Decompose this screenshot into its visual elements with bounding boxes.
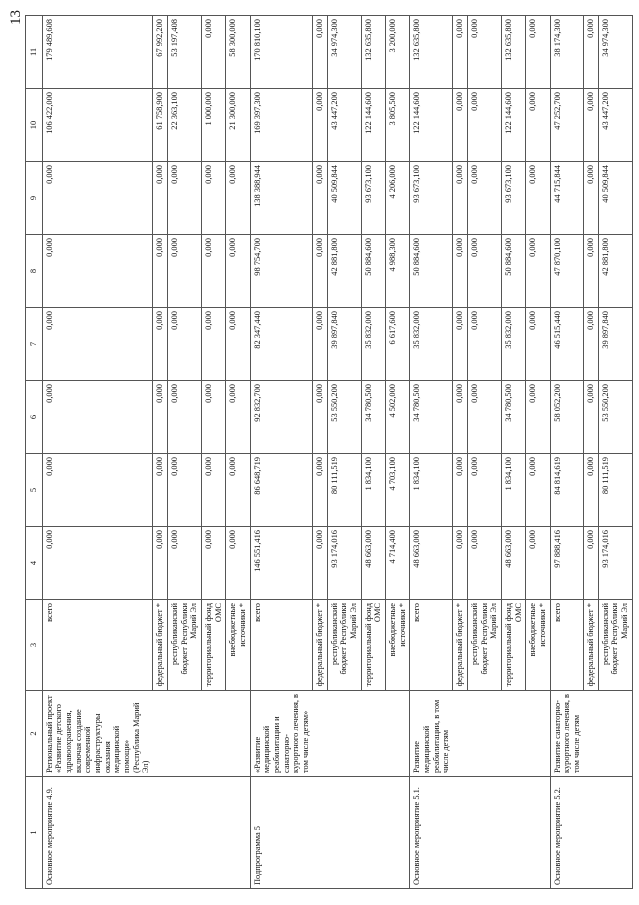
amount-cell: 40 509,844 [598,162,632,235]
funding-source: территориальный фонд ОМС [202,600,226,691]
amount-cell: 61 758,900 [153,89,168,162]
amount-cell: 58 300,000 [226,16,250,89]
amount-cell: 0,000 [468,308,502,381]
amount-cell: 0,000 [42,381,153,454]
amount-cell: 0,000 [453,89,468,162]
amount-cell: 0,000 [526,527,550,600]
amount-cell: 21 300,000 [226,89,250,162]
amount-cell: 0,000 [584,381,599,454]
amount-cell: 0,000 [468,16,502,89]
amount-cell: 0,000 [468,162,502,235]
amount-cell: 0,000 [453,381,468,454]
table-row [410,16,453,889]
amount-cell: 0,000 [584,89,599,162]
funding-source: внебюджетные источники * [526,600,550,691]
amount-cell: 0,000 [153,308,168,381]
amount-cell: 0,000 [526,16,550,89]
amount-cell: 169 397,300 [250,89,312,162]
amount-cell: 0,000 [313,162,328,235]
amount-cell: 93 174,016 [598,527,632,600]
amount-cell: 98 754,700 [250,235,312,308]
amount-cell: 53 550,200 [327,381,361,454]
amount-cell: 0,000 [468,381,502,454]
amount-cell: 0,000 [453,162,468,235]
header-row [26,16,43,889]
amount-cell: 0,000 [202,454,226,527]
amount-cell: 93 174,016 [327,527,361,600]
amount-cell: 0,000 [202,308,226,381]
column-header: 3 [26,600,43,691]
amount-cell: 0,000 [168,308,202,381]
amount-cell: 47 252,700 [550,89,583,162]
funding-source: республиканский бюджет Республики Марий Эл [468,600,502,691]
table-row [361,16,385,889]
amount-cell: 34 780,500 [410,381,453,454]
activity-code: Основное мероприятие 5.2. [550,777,583,889]
amount-cell: 122 144,600 [361,89,385,162]
amount-cell: 0,000 [313,527,328,600]
amount-cell: 48 663,000 [361,527,385,600]
amount-cell: 80 111,519 [327,454,361,527]
activity-code [526,777,550,889]
funding-source: федеральный бюджет * [584,600,599,691]
funding-source: республиканский бюджет Республики Марий Эл [327,600,361,691]
amount-cell: 0,000 [313,454,328,527]
amount-cell: 0,000 [226,308,250,381]
activity-title: Развитие санаторно-курортного лечения, в том числе детям [550,691,583,777]
amount-cell: 0,000 [168,235,202,308]
amount-cell: 40 509,844 [327,162,361,235]
amount-cell: 0,000 [168,381,202,454]
amount-cell: 106 422,000 [42,89,153,162]
amount-cell: 4 714,400 [386,527,410,600]
amount-cell: 0,000 [526,308,550,381]
amount-cell: 0,000 [584,527,599,600]
activity-code [226,777,250,889]
activity-title [584,691,599,777]
activity-title [226,691,250,777]
amount-cell: 92 832,700 [250,381,312,454]
table-row [327,16,361,889]
column-header: 5 [26,454,43,527]
amount-cell: 1 834,100 [502,454,526,527]
amount-cell: 47 870,100 [550,235,583,308]
amount-cell: 0,000 [153,527,168,600]
amount-cell: 0,000 [584,16,599,89]
amount-cell: 93 673,100 [502,162,526,235]
amount-cell: 0,000 [453,454,468,527]
amount-cell: 0,000 [42,527,153,600]
page-number: 13 [8,10,24,25]
amount-cell: 42 881,800 [327,235,361,308]
amount-cell: 35 832,000 [361,308,385,381]
column-header: 4 [26,527,43,600]
activity-title [598,691,632,777]
column-header: 7 [26,308,43,381]
amount-cell: 0,000 [202,235,226,308]
funding-source: территориальный фонд ОМС [361,600,385,691]
funding-source: федеральный бюджет * [153,600,168,691]
amount-cell: 0,000 [584,308,599,381]
table-row [153,16,168,889]
table-row [502,16,526,889]
amount-cell: 0,000 [168,162,202,235]
amount-cell: 48 663,000 [410,527,453,600]
column-header: 2 [26,691,43,777]
amount-cell: 0,000 [42,235,153,308]
amount-cell: 46 515,440 [550,308,583,381]
column-header: 6 [26,381,43,454]
amount-cell: 0,000 [168,454,202,527]
funding-source: всего [250,600,312,691]
activity-code [202,777,226,889]
amount-cell: 0,000 [226,162,250,235]
activity-title [313,691,328,777]
table-row [386,16,410,889]
amount-cell: 53 550,200 [598,381,632,454]
activity-title [202,691,226,777]
amount-cell: 0,000 [202,162,226,235]
amount-cell: 0,000 [202,527,226,600]
activity-code [502,777,526,889]
amount-cell: 0,000 [584,454,599,527]
amount-cell: 58 052,200 [550,381,583,454]
amount-cell: 44 715,844 [550,162,583,235]
activity-code: Основное мероприятие 5.1. [410,777,453,889]
column-header: 8 [26,235,43,308]
amount-cell: 43 447,200 [327,89,361,162]
activity-code [584,777,599,889]
column-header: 11 [26,16,43,89]
activity-code [361,777,385,889]
activity-title: Региональный проект «Развитие детского здравоохранения, включая создание современной инфраструктуры оказания медицинской помощи» (Республика Марий Эл) [42,691,153,777]
funding-source: территориальный фонд ОМС [502,600,526,691]
activity-title [386,691,410,777]
amount-cell: 42 881,800 [598,235,632,308]
amount-cell: 34 974,300 [327,16,361,89]
amount-cell: 35 832,000 [410,308,453,381]
amount-cell: 0,000 [42,454,153,527]
amount-cell: 0,000 [226,381,250,454]
amount-cell: 0,000 [468,527,502,600]
amount-cell: 4 703,100 [386,454,410,527]
activity-title [526,691,550,777]
amount-cell: 179 489,608 [42,16,153,89]
amount-cell: 0,000 [313,89,328,162]
funding-source: внебюджетные источники * [226,600,250,691]
funding-source: республиканский бюджет Республики Марий Эл [598,600,632,691]
amount-cell: 0,000 [168,527,202,600]
amount-cell: 0,000 [42,308,153,381]
table-row [226,16,250,889]
amount-cell: 0,000 [453,308,468,381]
amount-cell: 0,000 [453,235,468,308]
amount-cell: 82 347,440 [250,308,312,381]
amount-cell: 0,000 [202,381,226,454]
funding-source: всего [42,600,153,691]
table-row [550,16,583,889]
amount-cell: 0,000 [313,381,328,454]
amount-cell: 0,000 [42,162,153,235]
activity-code [453,777,468,889]
amount-cell: 93 673,100 [361,162,385,235]
amount-cell: 86 648,719 [250,454,312,527]
amount-cell: 132 635,800 [502,16,526,89]
funding-source: федеральный бюджет * [453,600,468,691]
table-row [598,16,632,889]
funding-source: республиканский бюджет Республики Марий Эл [168,600,202,691]
amount-cell: 122 144,600 [502,89,526,162]
amount-cell: 122 144,600 [410,89,453,162]
amount-cell: 0,000 [313,16,328,89]
activity-title [153,691,168,777]
column-header: 10 [26,89,43,162]
activity-title: Развитие медицинской реабилитации, в том числе детям [410,691,453,777]
amount-cell: 84 814,619 [550,454,583,527]
activity-title [502,691,526,777]
amount-cell: 0,000 [153,454,168,527]
table-row [250,16,312,889]
amount-cell: 0,000 [468,89,502,162]
amount-cell: 4 988,300 [386,235,410,308]
activity-title [453,691,468,777]
column-header: 9 [26,162,43,235]
amount-cell: 0,000 [153,235,168,308]
activity-code: Подпрограмма 5 [250,777,312,889]
amount-cell: 3 805,500 [386,89,410,162]
amount-cell: 0,000 [584,235,599,308]
activity-code [327,777,361,889]
activity-code [468,777,502,889]
amount-cell: 0,000 [526,454,550,527]
amount-cell: 3 200,000 [386,16,410,89]
amount-cell: 0,000 [453,16,468,89]
table-row [42,16,153,889]
amount-cell: 50 884,600 [410,235,453,308]
amount-cell: 34 780,500 [502,381,526,454]
amount-cell: 138 388,944 [250,162,312,235]
activity-title [168,691,202,777]
amount-cell: 0,000 [468,454,502,527]
amount-cell: 1 834,100 [410,454,453,527]
amount-cell: 35 832,000 [502,308,526,381]
amount-cell: 80 111,519 [598,454,632,527]
activity-code [168,777,202,889]
activity-code [153,777,168,889]
amount-cell: 0,000 [453,527,468,600]
funding-source: всего [550,600,583,691]
table-row [313,16,328,889]
activity-code: Основное мероприятие 4.9. [42,777,153,889]
budget-table [25,15,633,889]
amount-cell: 6 617,600 [386,308,410,381]
funding-source: внебюджетные источники * [386,600,410,691]
amount-cell: 53 197,408 [168,16,202,89]
amount-cell: 0,000 [226,454,250,527]
table-row [453,16,468,889]
amount-cell: 0,000 [313,308,328,381]
activity-code [386,777,410,889]
amount-cell: 0,000 [526,235,550,308]
activity-title: «Развитие медицинской реабилитации и санаторно-курортного лечения, в том числе детям» [250,691,312,777]
amount-cell: 0,000 [153,381,168,454]
amount-cell: 0,000 [526,89,550,162]
amount-cell: 43 447,200 [598,89,632,162]
amount-cell: 39 897,840 [327,308,361,381]
table-row [168,16,202,889]
amount-cell: 50 884,600 [361,235,385,308]
activity-title [468,691,502,777]
amount-cell: 67 992,200 [153,16,168,89]
amount-cell: 22 363,100 [168,89,202,162]
amount-cell: 38 174,300 [550,16,583,89]
amount-cell: 1 834,100 [361,454,385,527]
amount-cell: 93 673,100 [410,162,453,235]
amount-cell: 0,000 [468,235,502,308]
amount-cell: 0,000 [313,235,328,308]
amount-cell: 39 897,840 [598,308,632,381]
amount-cell: 4 206,000 [386,162,410,235]
amount-cell: 146 551,416 [250,527,312,600]
amount-cell: 170 810,100 [250,16,312,89]
table-row [202,16,226,889]
table-row [584,16,599,889]
table-row [526,16,550,889]
amount-cell: 132 635,800 [361,16,385,89]
amount-cell: 34 974,300 [598,16,632,89]
activity-title [361,691,385,777]
table-row [468,16,502,889]
amount-cell: 0,000 [202,16,226,89]
activity-code [598,777,632,889]
amount-cell: 0,000 [226,235,250,308]
amount-cell: 0,000 [153,162,168,235]
amount-cell: 1 000,000 [202,89,226,162]
amount-cell: 48 663,000 [502,527,526,600]
amount-cell: 0,000 [526,162,550,235]
activity-title [327,691,361,777]
amount-cell: 97 888,416 [550,527,583,600]
amount-cell: 0,000 [584,162,599,235]
column-header: 1 [26,777,43,889]
amount-cell: 0,000 [226,527,250,600]
activity-code [313,777,328,889]
funding-source: всего [410,600,453,691]
amount-cell: 0,000 [526,381,550,454]
amount-cell: 34 780,500 [361,381,385,454]
amount-cell: 4 502,000 [386,381,410,454]
amount-cell: 132 635,800 [410,16,453,89]
funding-source: федеральный бюджет * [313,600,328,691]
amount-cell: 50 884,600 [502,235,526,308]
